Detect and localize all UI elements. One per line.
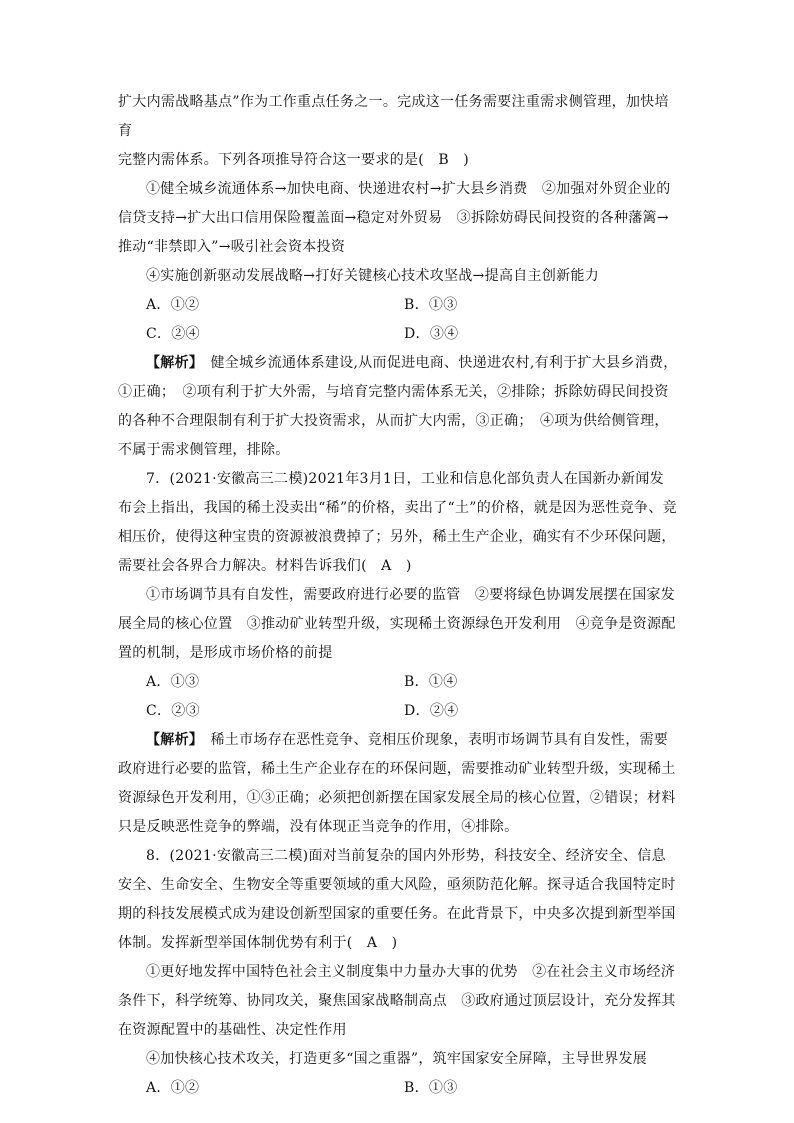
q6-statements-2: ④实施创新驱动发展战略→打好关键核心技术攻坚战→提高自主创新能力 xyxy=(146,268,600,284)
q7-option-c: C．②③ xyxy=(146,703,200,719)
q7-statements: ①市场调节具有自发性，需要政府进行必要的监管 ②要将绿色协调发展摆在国家发展全局的核心位置 ③推动矿业转型升级，实现稀土资源绿色开发利用 ④竞争是资源配置的机制，是形成市场价格的前提 xyxy=(118,587,676,661)
q6-statements-1: ①健全城乡流通体系→加快电商、快递进农村→扩大县乡消费 ②加强对外贸企业的信贷支持→扩大出口信用保险覆盖面→稳定对外贸易 ③拆除妨碍民间投资的各种藩篱→推动“非禁即入”→吸引社会资本投资 xyxy=(118,181,671,255)
q8-option-b: B．①③ xyxy=(404,1080,458,1096)
q7-stem xyxy=(118,465,678,581)
q6-analysis-label: 【解析】 xyxy=(146,355,197,371)
q7-options-row-2 xyxy=(118,697,678,726)
q6-option-d: D．③④ xyxy=(404,326,459,342)
q6-analysis xyxy=(118,349,678,465)
q7-analysis xyxy=(118,726,678,842)
q7-analysis-text: 稀土市场存在恶性竞争、竞相压价现象，表明市场调节具有自发性，需要政府进行必要的监管，稀土生产企业存在的环保问题，需要推动矿业转型升级，实现稀土资源绿色开发利用，①③正确；必须把创新摆在国家发展全局的核心位置，②错误；材料只是反映恶性竞争的弊端，没有体现正当竞争的作用，④排除。 xyxy=(118,732,676,835)
q7-stem-text: 7．(2021·安徽高三二模)2021年3月1日，工业和信息化部负责人在国新办新闻发布会上指出，我国的稀土没卖出“稀”的价格，卖出了“土”的价格，就是因为恶性竞争、竞相压价，使得这种宝贵的资源被浪费掉了；另外，稀土生产企业，确实有不少环保问题，需要社会各界合力解决。材料告诉我们( xyxy=(118,471,677,574)
q8-statements-1: ①更好地发挥中国特色社会主义制度集中力量办大事的优势 ②在社会主义市场经济条件下，科学统筹、协同攻关，聚焦国家战略制高点 ③政府通过顶层设计，充分发挥其在资源配置中的基础性、决定性作用 xyxy=(118,964,676,1038)
q8-option-a: A．①② xyxy=(146,1080,200,1096)
q8-statements-2: ④加快核心技术攻关，打造更多“国之重器”，筑牢国家安全屏障，主导世界发展 xyxy=(146,1051,648,1067)
q6-answer: B xyxy=(438,152,449,168)
q8-options-row-1 xyxy=(118,1074,678,1103)
q6-analysis-text: 健全城乡流通体系建设,从而促进电商、快递进农村,有利于扩大县乡消费，①正确； ②项有利于扩大外需，与培育完整内需体系无关，②排除；拆除妨碍民间投资的各种不合理限制有利于扩大投资需求，从而扩大内需，③正确； ④项为供给侧管理，不属于需求侧管理，排除。 xyxy=(118,355,678,458)
q7-option-a: A．①③ xyxy=(146,674,200,690)
q6-options-row-2 xyxy=(118,320,678,349)
q7-answer: A xyxy=(381,558,392,574)
q6-stem-line-1: 扩大内需战略基点”作为工作重点任务之一。完成这一任务需要注重需求侧管理，加快培育 xyxy=(118,94,669,139)
q6-stem-text: 完整内需体系。下列各项推导符合这一要求的是( xyxy=(118,152,439,168)
q6-stem-close: ) xyxy=(448,152,470,168)
q6-option-a: A．①② xyxy=(146,297,200,313)
q7-option-b: B．①④ xyxy=(404,674,458,690)
q7-analysis-label: 【解析】 xyxy=(146,732,197,748)
q7-stem-close: ) xyxy=(391,558,412,574)
q8-answer: A xyxy=(366,935,378,951)
q6-options-row-1 xyxy=(118,291,678,320)
page-content xyxy=(118,88,678,1103)
q6-option-c: C．②④ xyxy=(146,326,200,342)
q8-stem-close: ) xyxy=(377,935,398,951)
q6-stem-line-2 xyxy=(118,146,678,175)
q7-option-d: D．②④ xyxy=(404,703,459,719)
q7-options-row-1 xyxy=(118,668,678,697)
q8-stem-text: 8．(2021·安徽高三二模)面对当前复杂的国内外形势，科技安全、经济安全、信息安全、生命安全、生物安全等重要领域的重大风险，亟须防范化解。探寻适合我国特定时期的科技发展模式成为建设创新型国家的重要任务。在此背景下，中央多次提到新型举国体制。发挥新型举国体制优势有利于( xyxy=(118,848,676,951)
q6-option-b: B．①③ xyxy=(404,297,458,313)
q8-stem xyxy=(118,842,678,958)
